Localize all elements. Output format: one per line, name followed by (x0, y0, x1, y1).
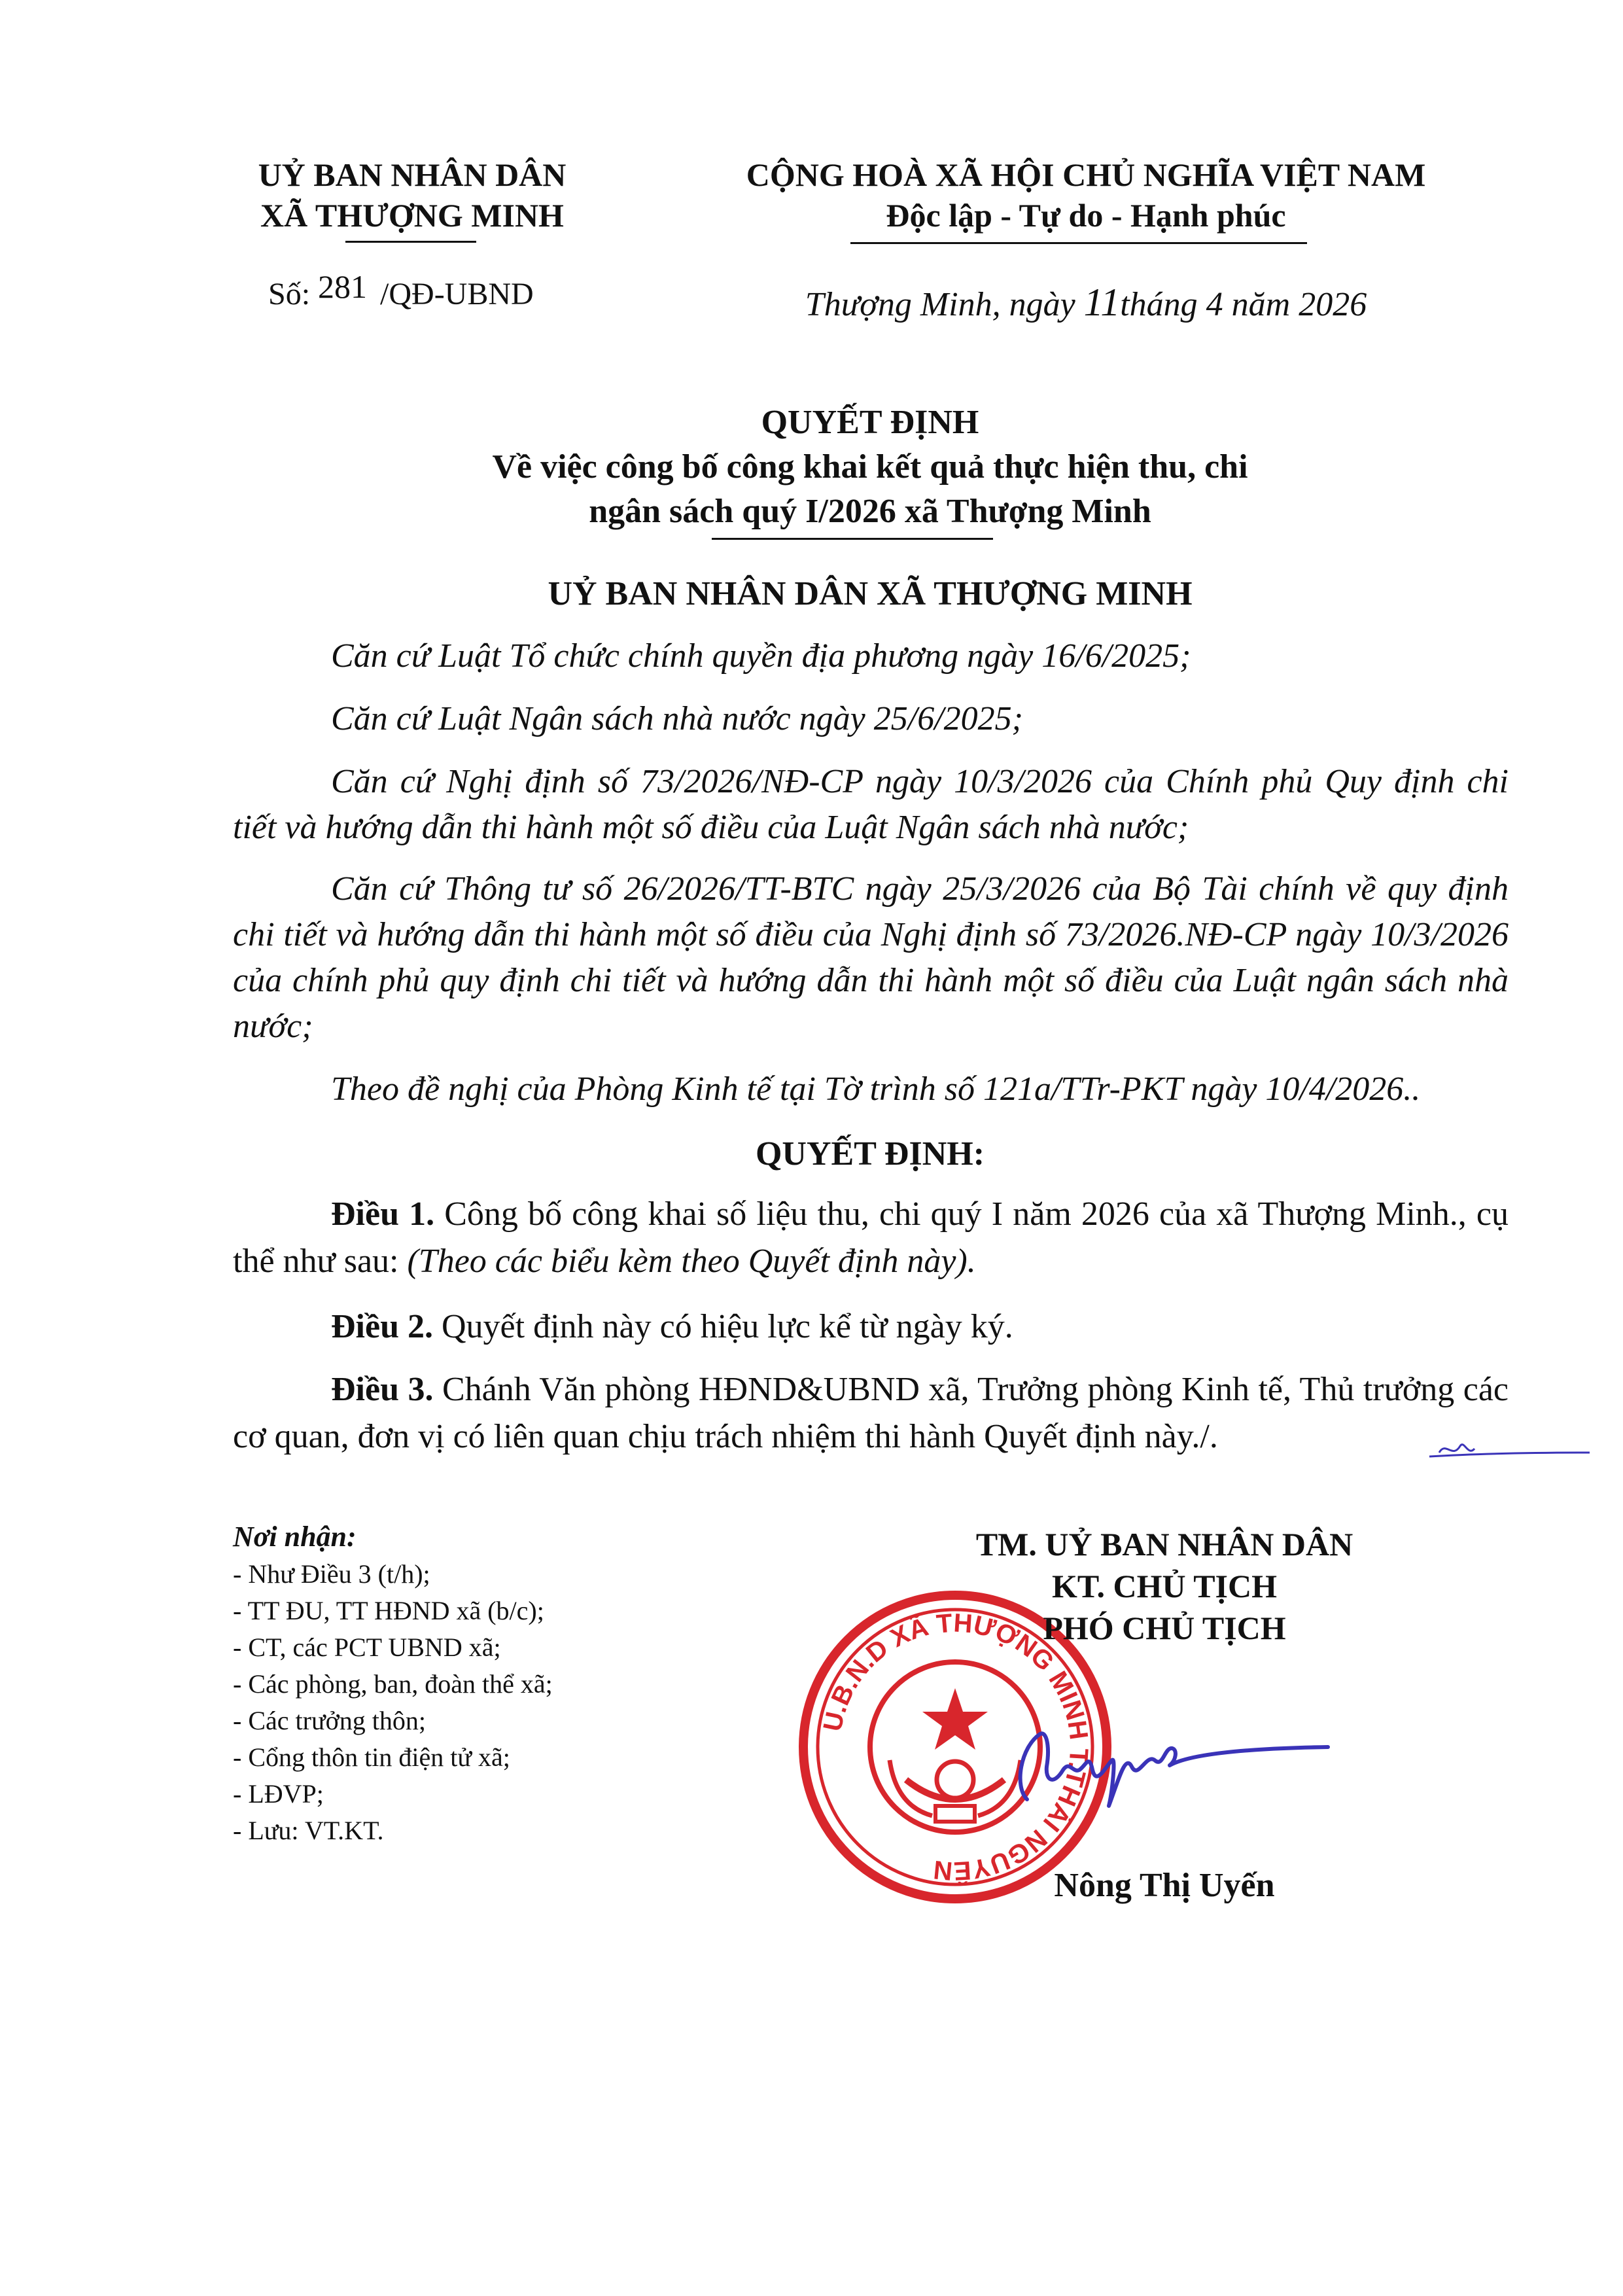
seal-text: U.B.N.D XÃ THƯỢNG MINH T.THÁI NGUYÊN (818, 1608, 1094, 1886)
authority-heading: UỶ BAN NHÂN DÂN XÃ THƯỢNG MINH (548, 575, 1193, 612)
basis-5: Theo đề nghị của Phòng Kinh tế tại Tờ trình số 121a/TTr-PKT ngày 10/4/2026.. (331, 1070, 1421, 1108)
decision-heading: QUYẾT ĐỊNH: (755, 1135, 985, 1173)
initial-mark (1426, 1426, 1596, 1472)
date-day: 11 (1083, 281, 1121, 324)
signature-block (837, 1523, 1492, 1649)
title-heading: QUYẾT ĐỊNH (761, 404, 979, 441)
article-2-text: Quyết định này có hiệu lực kể từ ngày ký. (433, 1308, 1013, 1345)
nation-line-1: CỘNG HOÀ XÃ HỘI CHỦ NGHĨA VIỆT NAM (746, 156, 1426, 193)
org-line-1: UỶ BAN NHÂN DÂN (258, 156, 567, 193)
number-suffix: /QĐ-UBND (380, 277, 534, 311)
date-suffix: tháng 4 năm 2026 (1120, 286, 1367, 323)
signature-line-3: PHÓ CHỦ TỊCH (1043, 1610, 1286, 1646)
handwritten-signature (1001, 1708, 1341, 1819)
national-motto (693, 154, 1478, 236)
signature-line-2: KT. CHỦ TỊCH (1051, 1568, 1278, 1604)
article-2-label: Điều 2. (331, 1308, 433, 1345)
list-item: - Như Điều 3 (t/h); (233, 1559, 430, 1589)
title-underline (712, 538, 993, 540)
article-1 (233, 1191, 1509, 1285)
number-prefix: Số: (268, 277, 311, 311)
recipients-heading: Nơi nhận: (233, 1521, 357, 1553)
basis-2: Căn cứ Luật Ngân sách nhà nước ngày 25/6/2025; (331, 700, 1023, 737)
decision-title (216, 400, 1524, 534)
signature-line-1: TM. UỶ BAN NHÂN DÂN (975, 1526, 1353, 1563)
title-subject-2: ngân sách quý I/2026 xã Thượng Minh (589, 493, 1151, 530)
org-underline (345, 241, 476, 243)
article-1-label: Điều 1. (331, 1195, 435, 1233)
place-date (693, 281, 1478, 326)
basis-3: Căn cứ Nghị định số 73/2026/NĐ-CP ngày 10/3/2026 của Chính phủ Quy định chi tiết và hướng dẫn thi hành một số điều của Luật Ngân sách nhà nước; (233, 763, 1509, 846)
basis-1: Căn cứ Luật Tổ chức chính quyền địa phương ngày 16/6/2025; (331, 637, 1191, 675)
list-item: - Các phòng, ban, đoàn thể xã; (233, 1669, 553, 1699)
issuing-authority (216, 154, 608, 236)
recipients (233, 1518, 822, 1849)
document-number (268, 268, 534, 314)
list-item: - TT ĐU, TT HĐND xã (b/c); (233, 1596, 544, 1625)
article-3 (233, 1366, 1509, 1460)
list-item: - Các trưởng thôn; (233, 1706, 426, 1735)
article-3-text: Chánh Văn phòng HĐND&UBND xã, Trưởng phòng Kinh tế, Thủ trưởng các cơ quan, đơn vị có liên quan chịu trách nhiệm thi hành Quyết định này./. (233, 1371, 1509, 1455)
article-3-label: Điều 3. (331, 1371, 434, 1408)
basis-4: Căn cứ Thông tư số 26/2026/TT-BTC ngày 25/3/2026 của Bộ Tài chính về quy định chi tiết và hướng dẫn thi hành một số điều của Nghị định số 73/2026.NĐ-CP ngày 10/3/2026 của chính phủ quy định chi tiết và hướng dẫn thi hành một số điều của Luật ngân sách nhà nước; (233, 870, 1509, 1045)
title-subject-1: Về việc công bố công khai kết quả thực hiện thu, chi (492, 448, 1248, 486)
list-item: - Lưu: VT.KT. (233, 1816, 384, 1845)
nation-line-2: Độc lập - Tự do - Hạnh phúc (886, 197, 1286, 234)
org-line-2: XÃ THƯỢNG MINH (260, 197, 564, 234)
article-2 (233, 1303, 1509, 1351)
signer-name: Nông Thị Uyến (1054, 1867, 1275, 1904)
number-value: 281 (318, 268, 368, 305)
list-item: - LĐVP; (233, 1779, 324, 1809)
motto-underline (850, 242, 1307, 244)
list-item: - CT, các PCT UBND xã; (233, 1633, 501, 1662)
article-1-note: (Theo các biểu kèm theo Quyết định này). (407, 1243, 976, 1280)
list-item: - Cổng thôn tin điện tử xã; (233, 1742, 510, 1772)
date-prefix: Thượng Minh, ngày (805, 286, 1075, 323)
article-1-text: Công bố công khai số liệu thu, chi quý I năm 2026 của xã Thượng Minh., cụ thể như sau: (233, 1195, 1509, 1280)
